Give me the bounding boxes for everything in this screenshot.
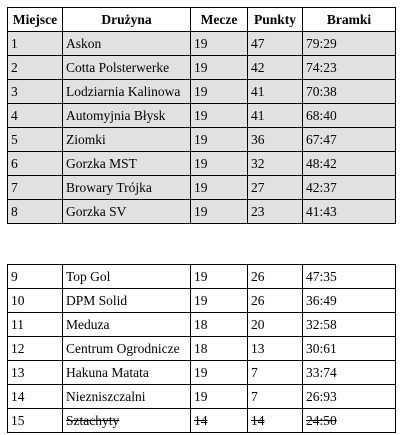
cell-matches: 19 bbox=[191, 385, 248, 409]
cell-points: 41 bbox=[248, 80, 303, 104]
cell-points: 14 bbox=[248, 409, 303, 433]
cell-matches: 19 bbox=[191, 32, 248, 56]
cell-team: Lodziarnia Kalinowa bbox=[63, 80, 191, 104]
standings-table-top bbox=[7, 7, 396, 224]
table-row bbox=[8, 32, 396, 56]
cell-rank: 4 bbox=[8, 104, 63, 128]
cell-points: 23 bbox=[248, 200, 303, 224]
cell-points: 20 bbox=[248, 313, 303, 337]
cell-goals: 24:50 bbox=[303, 409, 396, 433]
cell-goals: 70:38 bbox=[303, 80, 396, 104]
cell-team: Browary Trójka bbox=[63, 176, 191, 200]
cell-points: 32 bbox=[248, 152, 303, 176]
table-row bbox=[8, 128, 396, 152]
cell-matches: 19 bbox=[191, 361, 248, 385]
table-row bbox=[8, 80, 396, 104]
cell-goals: 42:37 bbox=[303, 176, 396, 200]
cell-rank: 5 bbox=[8, 128, 63, 152]
table-row bbox=[8, 313, 396, 337]
cell-points: 13 bbox=[248, 337, 303, 361]
cell-team: Gorzka MST bbox=[63, 152, 191, 176]
cell-team: Centrum Ogrodnicze bbox=[63, 337, 191, 361]
cell-rank: 10 bbox=[8, 289, 63, 313]
cell-rank: 13 bbox=[8, 361, 63, 385]
cell-points: 26 bbox=[248, 265, 303, 289]
header-rank: Miejsce bbox=[8, 8, 63, 32]
header-team: Drużyna bbox=[63, 8, 191, 32]
cell-goals: 41:43 bbox=[303, 200, 396, 224]
table-row bbox=[8, 289, 396, 313]
cell-rank: 2 bbox=[8, 56, 63, 80]
cell-goals: 47:35 bbox=[303, 265, 396, 289]
cell-goals: 79:29 bbox=[303, 32, 396, 56]
cell-matches: 19 bbox=[191, 176, 248, 200]
table-row bbox=[8, 152, 396, 176]
cell-rank: 9 bbox=[8, 265, 63, 289]
cell-rank: 1 bbox=[8, 32, 63, 56]
cell-matches: 18 bbox=[191, 337, 248, 361]
cell-matches: 18 bbox=[191, 313, 248, 337]
table-row bbox=[8, 56, 396, 80]
cell-goals: 67:47 bbox=[303, 128, 396, 152]
table-row bbox=[8, 409, 396, 433]
cell-goals: 68:40 bbox=[303, 104, 396, 128]
cell-team: Cotta Polsterwerke bbox=[63, 56, 191, 80]
cell-rank: 7 bbox=[8, 176, 63, 200]
cell-matches: 19 bbox=[191, 104, 248, 128]
cell-matches: 19 bbox=[191, 289, 248, 313]
cell-points: 27 bbox=[248, 176, 303, 200]
table-row bbox=[8, 265, 396, 289]
table-row bbox=[8, 385, 396, 409]
cell-points: 26 bbox=[248, 289, 303, 313]
cell-matches: 19 bbox=[191, 56, 248, 80]
cell-matches: 19 bbox=[191, 128, 248, 152]
table-row bbox=[8, 200, 396, 224]
table-row bbox=[8, 337, 396, 361]
cell-goals: 33:74 bbox=[303, 361, 396, 385]
cell-team: Ziomki bbox=[63, 128, 191, 152]
cell-matches: 14 bbox=[191, 409, 248, 433]
cell-matches: 19 bbox=[191, 80, 248, 104]
cell-points: 7 bbox=[248, 385, 303, 409]
header-goals: Bramki bbox=[303, 8, 396, 32]
cell-rank: 11 bbox=[8, 313, 63, 337]
cell-goals: 36:49 bbox=[303, 289, 396, 313]
cell-rank: 14 bbox=[8, 385, 63, 409]
cell-goals: 74:23 bbox=[303, 56, 396, 80]
cell-team: Hakuna Matata bbox=[63, 361, 191, 385]
cell-points: 42 bbox=[248, 56, 303, 80]
cell-team: Top Gol bbox=[63, 265, 191, 289]
cell-points: 47 bbox=[248, 32, 303, 56]
cell-team: Niezniszczalni bbox=[63, 385, 191, 409]
cell-team: Gorzka SV bbox=[63, 200, 191, 224]
standings-table-bottom bbox=[7, 264, 396, 433]
cell-team: Sztachyty bbox=[63, 409, 191, 433]
cell-points: 7 bbox=[248, 361, 303, 385]
cell-rank: 8 bbox=[8, 200, 63, 224]
cell-goals: 48:42 bbox=[303, 152, 396, 176]
cell-points: 41 bbox=[248, 104, 303, 128]
table-row bbox=[8, 176, 396, 200]
cell-goals: 30:61 bbox=[303, 337, 396, 361]
header-matches: Mecze bbox=[191, 8, 248, 32]
cell-rank: 6 bbox=[8, 152, 63, 176]
cell-team: Meduza bbox=[63, 313, 191, 337]
cell-matches: 19 bbox=[191, 152, 248, 176]
header-row bbox=[8, 8, 396, 32]
cell-matches: 19 bbox=[191, 265, 248, 289]
table-row bbox=[8, 361, 396, 385]
cell-rank: 15 bbox=[8, 409, 63, 433]
cell-rank: 3 bbox=[8, 80, 63, 104]
cell-goals: 32:58 bbox=[303, 313, 396, 337]
table-row bbox=[8, 104, 396, 128]
cell-goals: 26:93 bbox=[303, 385, 396, 409]
cell-rank: 12 bbox=[8, 337, 63, 361]
cell-team: Automyjnia Błysk bbox=[63, 104, 191, 128]
cell-matches: 19 bbox=[191, 200, 248, 224]
header-points: Punkty bbox=[248, 8, 303, 32]
cell-points: 36 bbox=[248, 128, 303, 152]
cell-team: Askon bbox=[63, 32, 191, 56]
cell-team: DPM Solid bbox=[63, 289, 191, 313]
